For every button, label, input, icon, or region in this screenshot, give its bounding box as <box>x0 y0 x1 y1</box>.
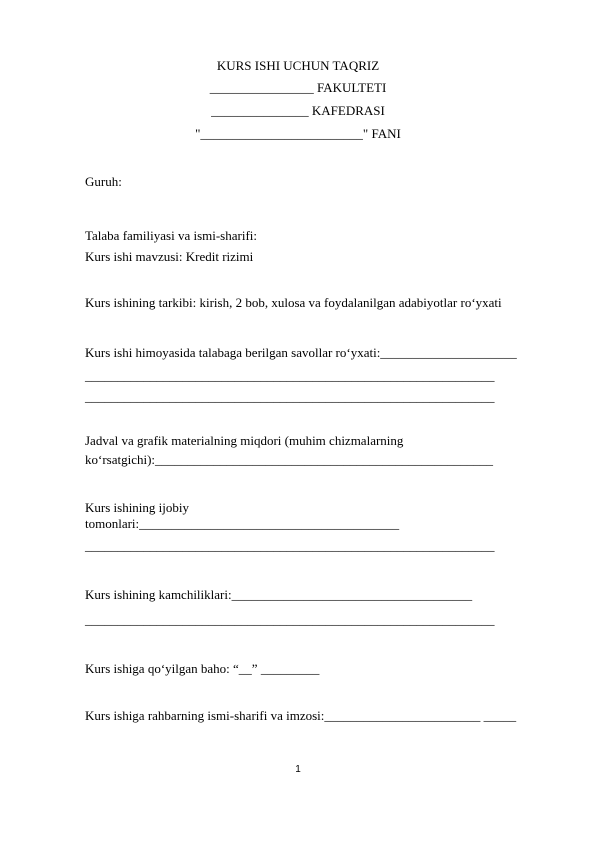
department-line: _______________ KAFEDRASI <box>211 103 385 118</box>
positives-field-blank: tomonlari:________________________________________ <box>85 516 400 531</box>
questions-field: Kurs ishi himoyasida talabaga berilgan savollar ro‘yxati:_____________________ <box>85 345 517 360</box>
supervisor-field: Kurs ishiga rahbarning ismi-sharifi va imzosi:________________________ _____ <box>85 708 517 723</box>
tables-field-blank: ko‘rsatgichi):____________________________________________________ <box>85 452 494 467</box>
topic-field: Kurs ishi mavzusi: Kredit rizimi <box>85 249 254 264</box>
structure-field: Kurs ishining tarkibi: kirish, 2 bob, xulosa va foydalanilgan adabiyotlar ro‘yxati <box>85 295 502 310</box>
document-title: KURS ISHI UCHUN TAQRIZ <box>216 58 380 73</box>
group-field: Guruh: <box>85 174 122 189</box>
student-name-field: Talaba familiyasi va ismi-sharifi: <box>85 228 258 243</box>
faculty-line: ________________ FAKULTETI <box>209 80 387 95</box>
shortcomings-blank-line: _______________________________________________________________ <box>85 612 495 627</box>
grade-field: Kurs ishiga qo‘yilgan baho: “__” _________ <box>85 661 320 676</box>
questions-blank-line: _______________________________________________________________ <box>85 368 495 383</box>
positives-field: Kurs ishining ijobiy <box>85 500 190 515</box>
subject-line: "_________________________" FANI <box>195 126 401 141</box>
questions-blank-line: _______________________________________________________________ <box>85 389 495 404</box>
shortcomings-field: Kurs ishining kamchiliklari:_____________________________________ <box>85 587 473 602</box>
tables-field: Jadval va grafik materialning miqdori (muhim chizmalarning <box>85 433 404 448</box>
page-number: 1 <box>295 764 301 775</box>
positives-blank-line: _______________________________________________________________ <box>85 538 495 553</box>
